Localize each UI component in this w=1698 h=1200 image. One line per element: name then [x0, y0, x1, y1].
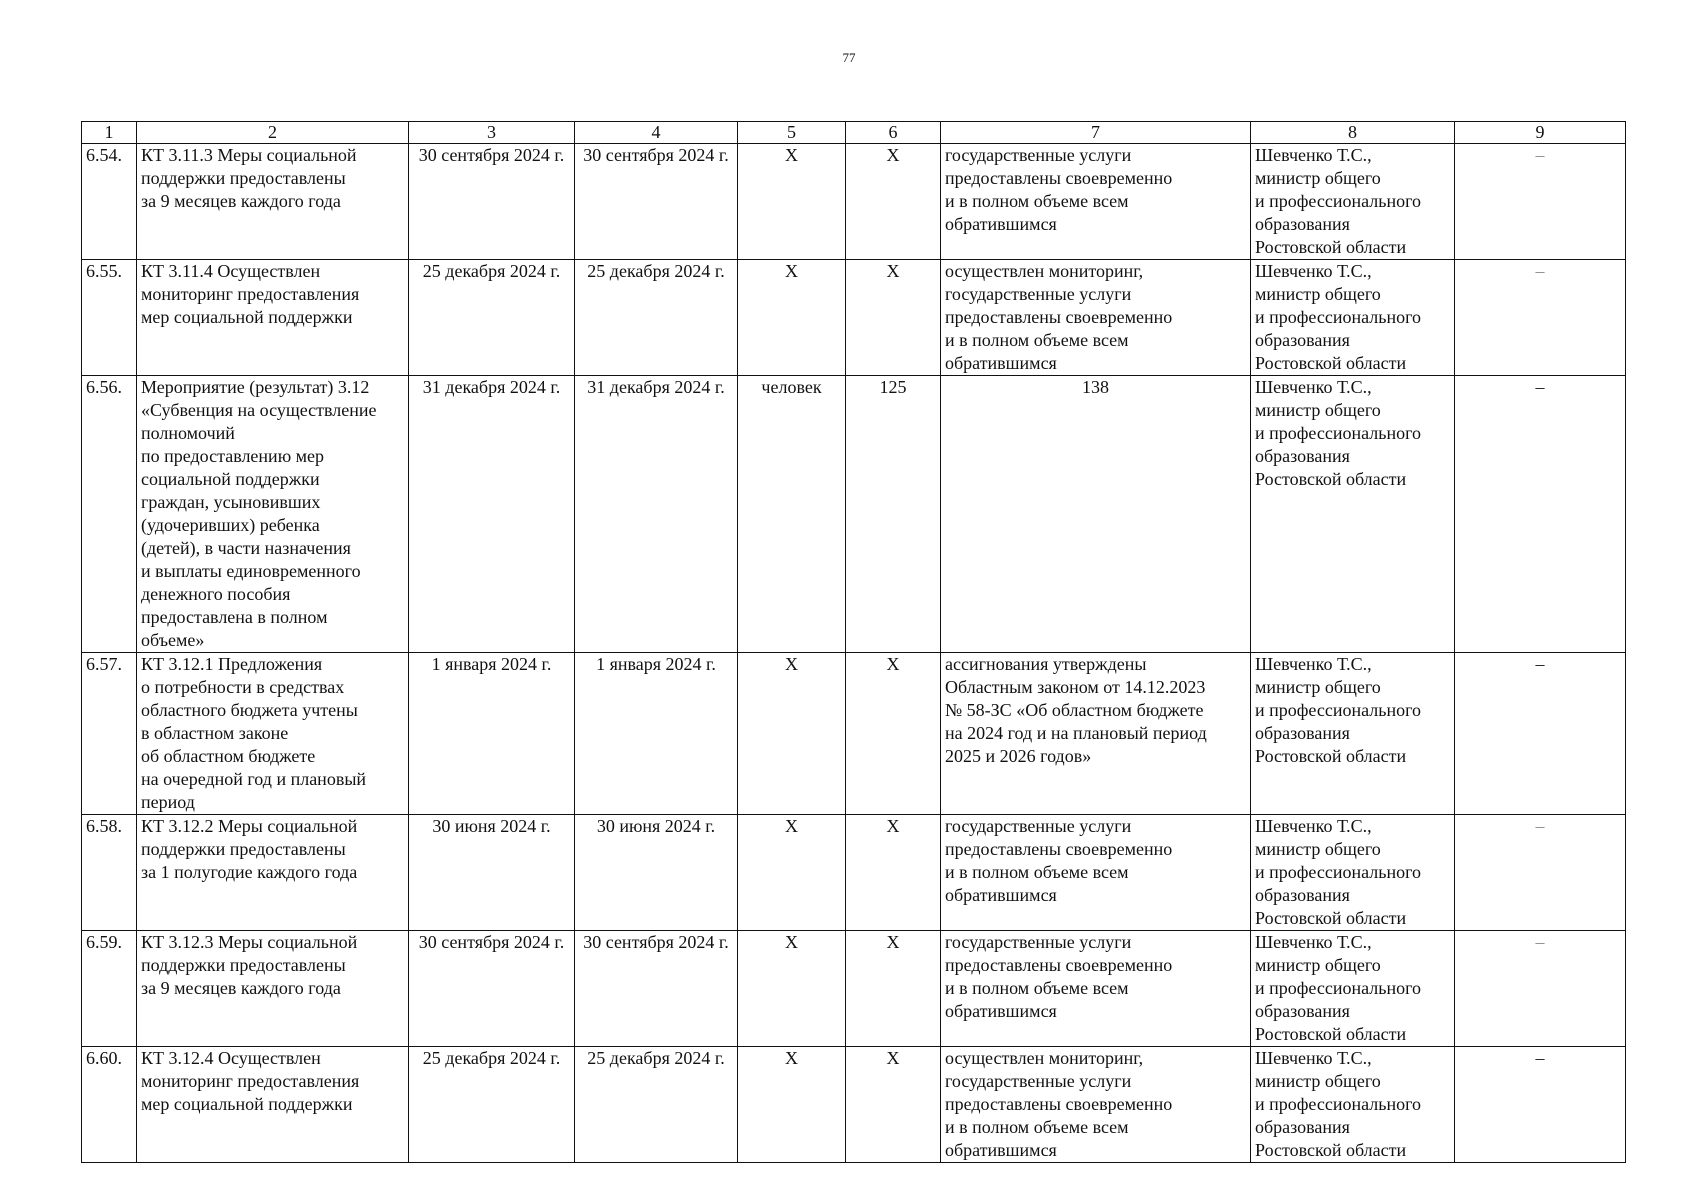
unit: Х: [738, 144, 846, 260]
row-number: 6.58.: [82, 815, 137, 931]
responsible: Шевченко Т.С., министр общего и профессионального образования Ростовской области: [1251, 376, 1455, 653]
row-number: 6.55.: [82, 260, 137, 376]
plan-table: [81, 121, 1626, 1163]
result: государственные услуги предоставлены своевременно и в полном объеме всем обратившимся: [941, 931, 1251, 1047]
table-row: [82, 815, 1626, 931]
value: Х: [846, 931, 941, 1047]
plan-date: 25 декабря 2024 г.: [409, 260, 575, 376]
plan-date: 30 сентября 2024 г.: [409, 144, 575, 260]
column-number-row: [82, 122, 1626, 144]
table-row: [82, 144, 1626, 260]
unit: Х: [738, 653, 846, 815]
table-row: [82, 1047, 1626, 1163]
responsible: Шевченко Т.С., министр общего и профессионального образования Ростовской области: [1251, 144, 1455, 260]
value: Х: [846, 260, 941, 376]
result: 138: [941, 376, 1251, 653]
table-row: [82, 260, 1626, 376]
note: –: [1455, 1047, 1626, 1163]
value: Х: [846, 815, 941, 931]
result: государственные услуги предоставлены своевременно и в полном объеме всем обратившимся: [941, 144, 1251, 260]
table-row: [82, 376, 1626, 653]
column-number: 2: [137, 122, 409, 144]
result: государственные услуги предоставлены своевременно и в полном объеме всем обратившимся: [941, 815, 1251, 931]
unit: Х: [738, 260, 846, 376]
row-number: 6.60.: [82, 1047, 137, 1163]
value: Х: [846, 1047, 941, 1163]
fact-date: 31 декабря 2024 г.: [575, 376, 738, 653]
column-number: 1: [82, 122, 137, 144]
control-point-name: КТ 3.11.4 Осуществлен мониторинг предоставления мер социальной поддержки: [137, 260, 409, 376]
unit: Х: [738, 1047, 846, 1163]
note: –: [1455, 653, 1626, 815]
note: –: [1455, 376, 1626, 653]
column-number: 5: [738, 122, 846, 144]
result: осуществлен мониторинг, государственные услуги предоставлены своевременно и в полном объеме всем обратившимся: [941, 1047, 1251, 1163]
fact-date: 1 января 2024 г.: [575, 653, 738, 815]
column-number: 3: [409, 122, 575, 144]
table-row: [82, 931, 1626, 1047]
responsible: Шевченко Т.С., министр общего и профессионального образования Ростовской области: [1251, 931, 1455, 1047]
value: Х: [846, 144, 941, 260]
note: –: [1455, 260, 1626, 376]
responsible: Шевченко Т.С., министр общего и профессионального образования Ростовской области: [1251, 815, 1455, 931]
row-number: 6.54.: [82, 144, 137, 260]
control-point-name: КТ 3.12.1 Предложения о потребности в средствах областного бюджета учтены в областном законе об областном бюджете на очередной год и плановый период: [137, 653, 409, 815]
unit: Х: [738, 815, 846, 931]
control-point-name: КТ 3.11.3 Меры социальной поддержки предоставлены за 9 месяцев каждого года: [137, 144, 409, 260]
control-point-name: КТ 3.12.3 Меры социальной поддержки предоставлены за 9 месяцев каждого года: [137, 931, 409, 1047]
plan-date: 31 декабря 2024 г.: [409, 376, 575, 653]
plan-date: 30 июня 2024 г.: [409, 815, 575, 931]
note: –: [1455, 931, 1626, 1047]
fact-date: 25 декабря 2024 г.: [575, 260, 738, 376]
column-number: 8: [1251, 122, 1455, 144]
column-number: 7: [941, 122, 1251, 144]
control-point-name: Мероприятие (результат) 3.12 «Субвенция на осуществление полномочий по предоставлению мер социальной поддержки граждан, усыновивших (удочеривших) ребенка (детей), в части назначения и выплаты единовременного денежного пособия предоставлена в полном объеме»: [137, 376, 409, 653]
responsible: Шевченко Т.С., министр общего и профессионального образования Ростовской области: [1251, 1047, 1455, 1163]
control-point-name: КТ 3.12.4 Осуществлен мониторинг предоставления мер социальной поддержки: [137, 1047, 409, 1163]
unit: Х: [738, 931, 846, 1047]
table-row: [82, 653, 1626, 815]
responsible: Шевченко Т.С., министр общего и профессионального образования Ростовской области: [1251, 653, 1455, 815]
column-number: 4: [575, 122, 738, 144]
fact-date: 30 июня 2024 г.: [575, 815, 738, 931]
plan-date: 1 января 2024 г.: [409, 653, 575, 815]
fact-date: 30 сентября 2024 г.: [575, 931, 738, 1047]
page-number: 77: [842, 50, 856, 65]
fact-date: 30 сентября 2024 г.: [575, 144, 738, 260]
note: –: [1455, 144, 1626, 260]
unit: человек: [738, 376, 846, 653]
plan-date: 25 декабря 2024 г.: [409, 1047, 575, 1163]
control-point-name: КТ 3.12.2 Меры социальной поддержки предоставлены за 1 полугодие каждого года: [137, 815, 409, 931]
result: ассигнования утверждены Областным законом от 14.12.2023 № 58-ЗС «Об областном бюджете на 2024 год и на плановый период 2025 и 2026 годов»: [941, 653, 1251, 815]
note: –: [1455, 815, 1626, 931]
row-number: 6.56.: [82, 376, 137, 653]
row-number: 6.59.: [82, 931, 137, 1047]
value: 125: [846, 376, 941, 653]
column-number: 6: [846, 122, 941, 144]
row-number: 6.57.: [82, 653, 137, 815]
plan-date: 30 сентября 2024 г.: [409, 931, 575, 1047]
column-number: 9: [1455, 122, 1626, 144]
result: осуществлен мониторинг, государственные услуги предоставлены своевременно и в полном объеме всем обратившимся: [941, 260, 1251, 376]
value: Х: [846, 653, 941, 815]
responsible: Шевченко Т.С., министр общего и профессионального образования Ростовской области: [1251, 260, 1455, 376]
fact-date: 25 декабря 2024 г.: [575, 1047, 738, 1163]
